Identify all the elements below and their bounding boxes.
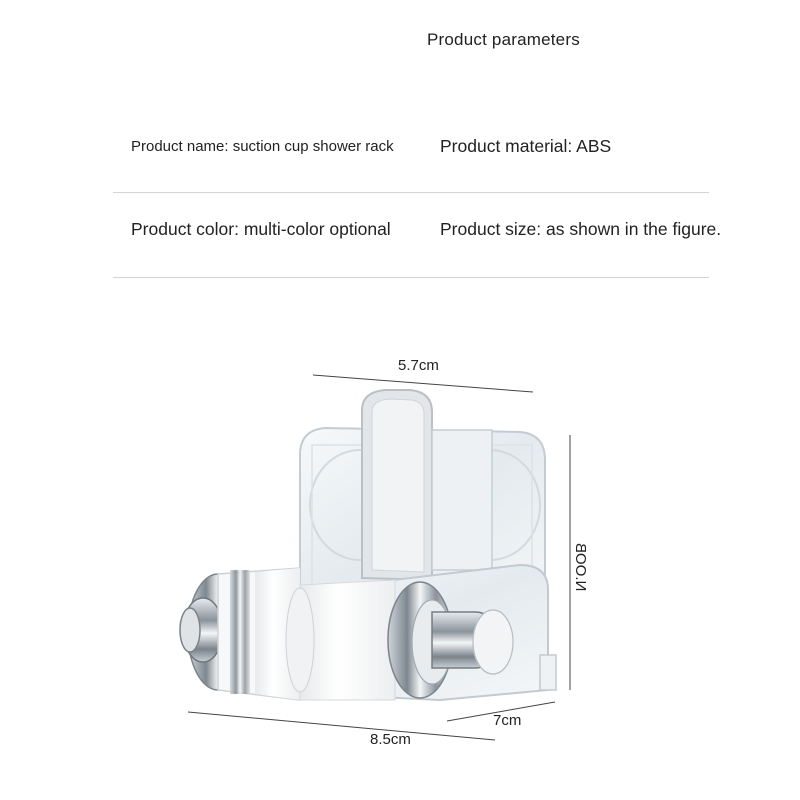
dim-label-top-width: 5.7cm (398, 357, 439, 374)
dim-label-height: N.OOB (572, 543, 589, 592)
param-product-name: Product name: suction cup shower rack (131, 138, 394, 155)
param-product-color: Product color: multi-color optional (131, 219, 391, 239)
top-clip (362, 390, 492, 580)
dim-line-top (313, 375, 533, 392)
middle-band (286, 580, 395, 700)
dim-label-depth: 7cm (493, 712, 522, 729)
page-title-text: Product parameters (427, 30, 580, 49)
dim-line-bottom (188, 712, 495, 740)
param-product-size: Product size: as shown in the figure. (440, 219, 722, 239)
dim-label-bottom-width: 8.5cm (370, 731, 411, 748)
left-holder (180, 568, 300, 700)
param-product-material: Product material: ABS (440, 136, 612, 156)
